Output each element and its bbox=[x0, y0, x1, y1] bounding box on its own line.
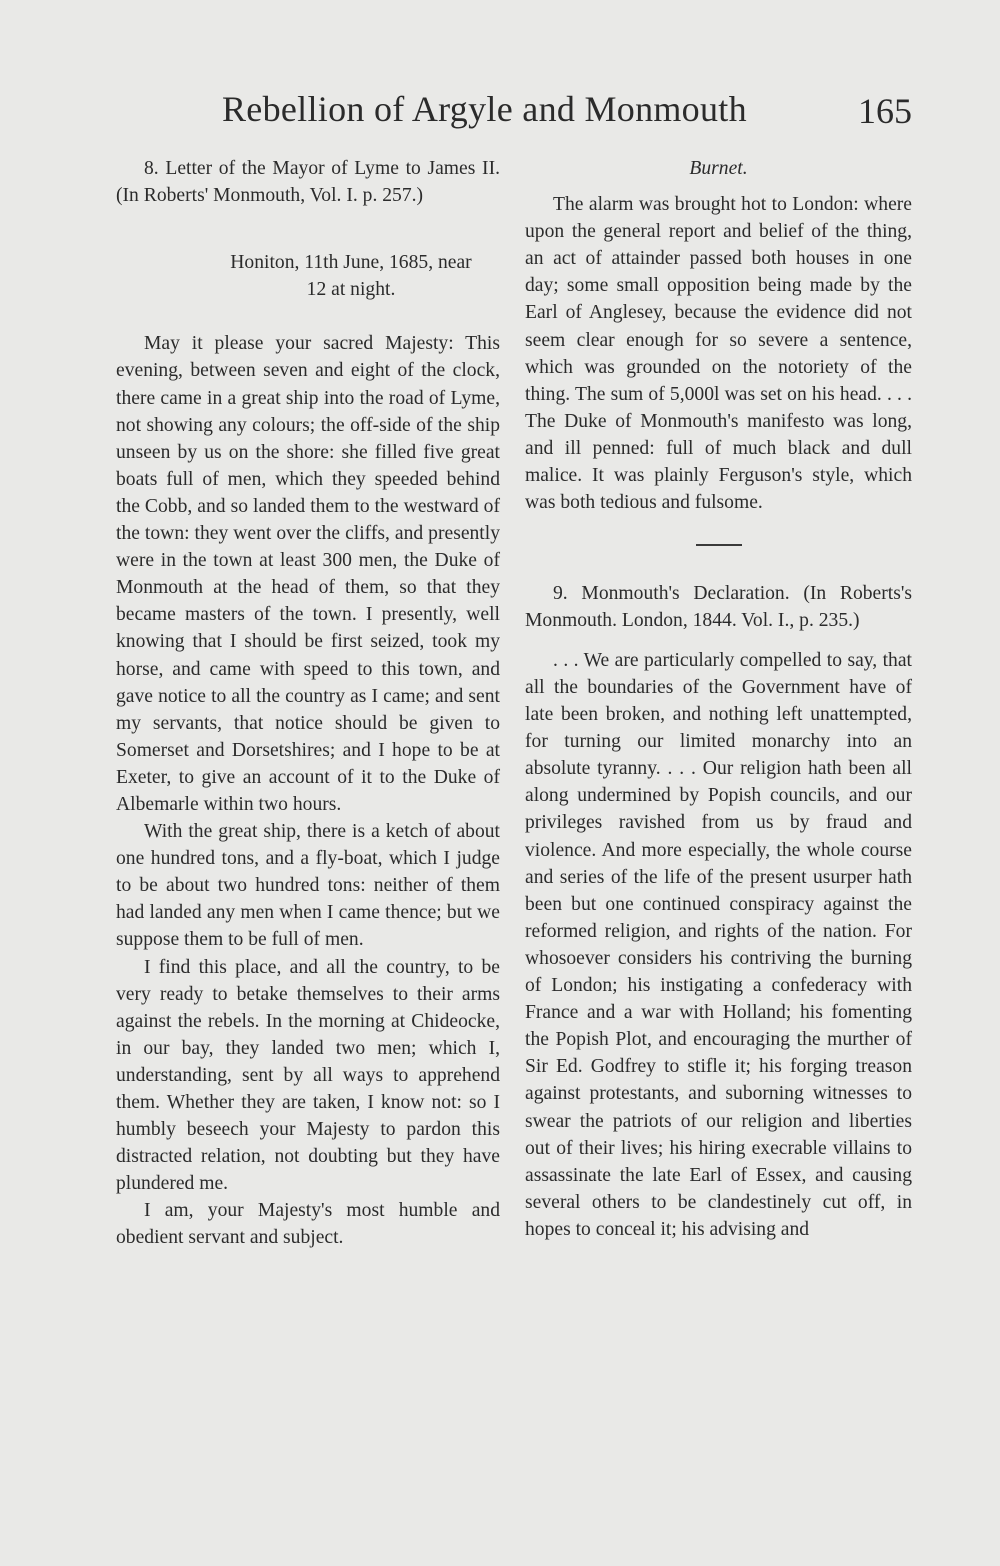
source-attribution: Burnet. bbox=[689, 158, 748, 179]
declaration-paragraph: . . . We are particularly compelled to say, that all the boundaries of the Government have of late been broken, and nothing left unattempted, for turning our limited monarchy into an absolute tyranny. . . . Our religion hath been all along undermined by Popish councils, and our privileges ravished from us by fraud and violence. And more especially, the whole course and series of the life of the present usurper hath been but one continued conspiracy against the reformed religion, and rights of the nation. For whosoever considers his contriving the burning of London; his instigating a confederacy with France and a war with Holland; his fomenting the Popish Plot, and encouraging the murther of Sir Ed. Godfrey to stifle it; his forging treason against protestants, and suborning witnesses to swear the patriots of our religion and liberties out of their lives; his hiring execrable villains to assassinate the late Earl of Essex, and causing several others to be clandestinely cut off, in hopes to conceal it; his advising and bbox=[525, 649, 912, 1240]
letter-paragraph: With the great ship, there is a ketch of about one hundred tons, and a fly-boat, which I judge to be about two hundred tons: neither of them had landed any men when I came thence; but we suppose them to be full of men. bbox=[116, 821, 500, 951]
running-head bbox=[222, 88, 912, 138]
letter-paragraph: May it please your sacred Majesty: This evening, between seven and eight of the clock, there came in a great ship into the road of Lyme, not showing any colours; the off-side of the ship unseen by us on the shore: she filled five great boats full of men, which they speeded behind the Cobb, and so landed them to the westward of the town: they went over the cliffs, and presently were in the town at least 300 men, the Duke of Monmouth at the head of them, so that they became masters of the town. I presently, well knowing that I should be first seized, took my horse, and came with speed to this town, and gave notice to all the country as I came; and sent my servants, that notice should be given to Somerset and Dorsetshires; and I hope to be at Exeter, to give an account of it to the Duke of Albemarle within two hours. bbox=[116, 333, 500, 815]
dateline bbox=[116, 249, 500, 303]
right-column bbox=[525, 155, 912, 1243]
item-heading-9: 9. Monmouth's Declaration. (In Roberts's Monmouth. London, 1844. Vol. I., p. 235.) bbox=[525, 582, 912, 631]
running-title: Rebellion of Argyle and Monmouth bbox=[222, 89, 747, 129]
section-divider bbox=[696, 544, 742, 546]
item-heading-8: 8. Letter of the Mayor of Lyme to James II. (In Roberts' Monmouth, Vol. I. p. 257.) bbox=[116, 158, 500, 207]
burnet-paragraph: The alarm was brought hot to London: where upon the general report and belief of the thing, an act of attainder passed both houses in one day; some small opposition being made by the Earl of Anglesey, because the evidence did not seem clear enough for so severe a sentence, which was grounded on the notoriety of the thing. The sum of 5,000l was set on his head. . . . The Duke of Monmouth's manifesto was long, and ill penned: full of much black and dull malice. It was plainly Ferguson's style, which was both tedious and fulsome. bbox=[525, 194, 912, 514]
dateline-line-2: 12 at night. bbox=[306, 279, 396, 301]
left-column bbox=[116, 155, 500, 1252]
dateline-line-1: Honiton, 11th June, 1685, near bbox=[230, 252, 472, 274]
letter-closing: I am, your Majesty's most humble and obedient servant and subject. bbox=[116, 1200, 500, 1249]
letter-paragraph: I find this place, and all the country, to be very ready to betake themselves to their arms against the rebels. In the morning at Chideocke, in our bay, they landed two men; which I, understanding, sent by all ways to apprehend them. Whether they are taken, I know not: so I humbly beseech your Majesty to pardon this distracted relation, not doubting but they have plundered me. bbox=[116, 956, 500, 1195]
page-number: 165 bbox=[858, 91, 912, 131]
